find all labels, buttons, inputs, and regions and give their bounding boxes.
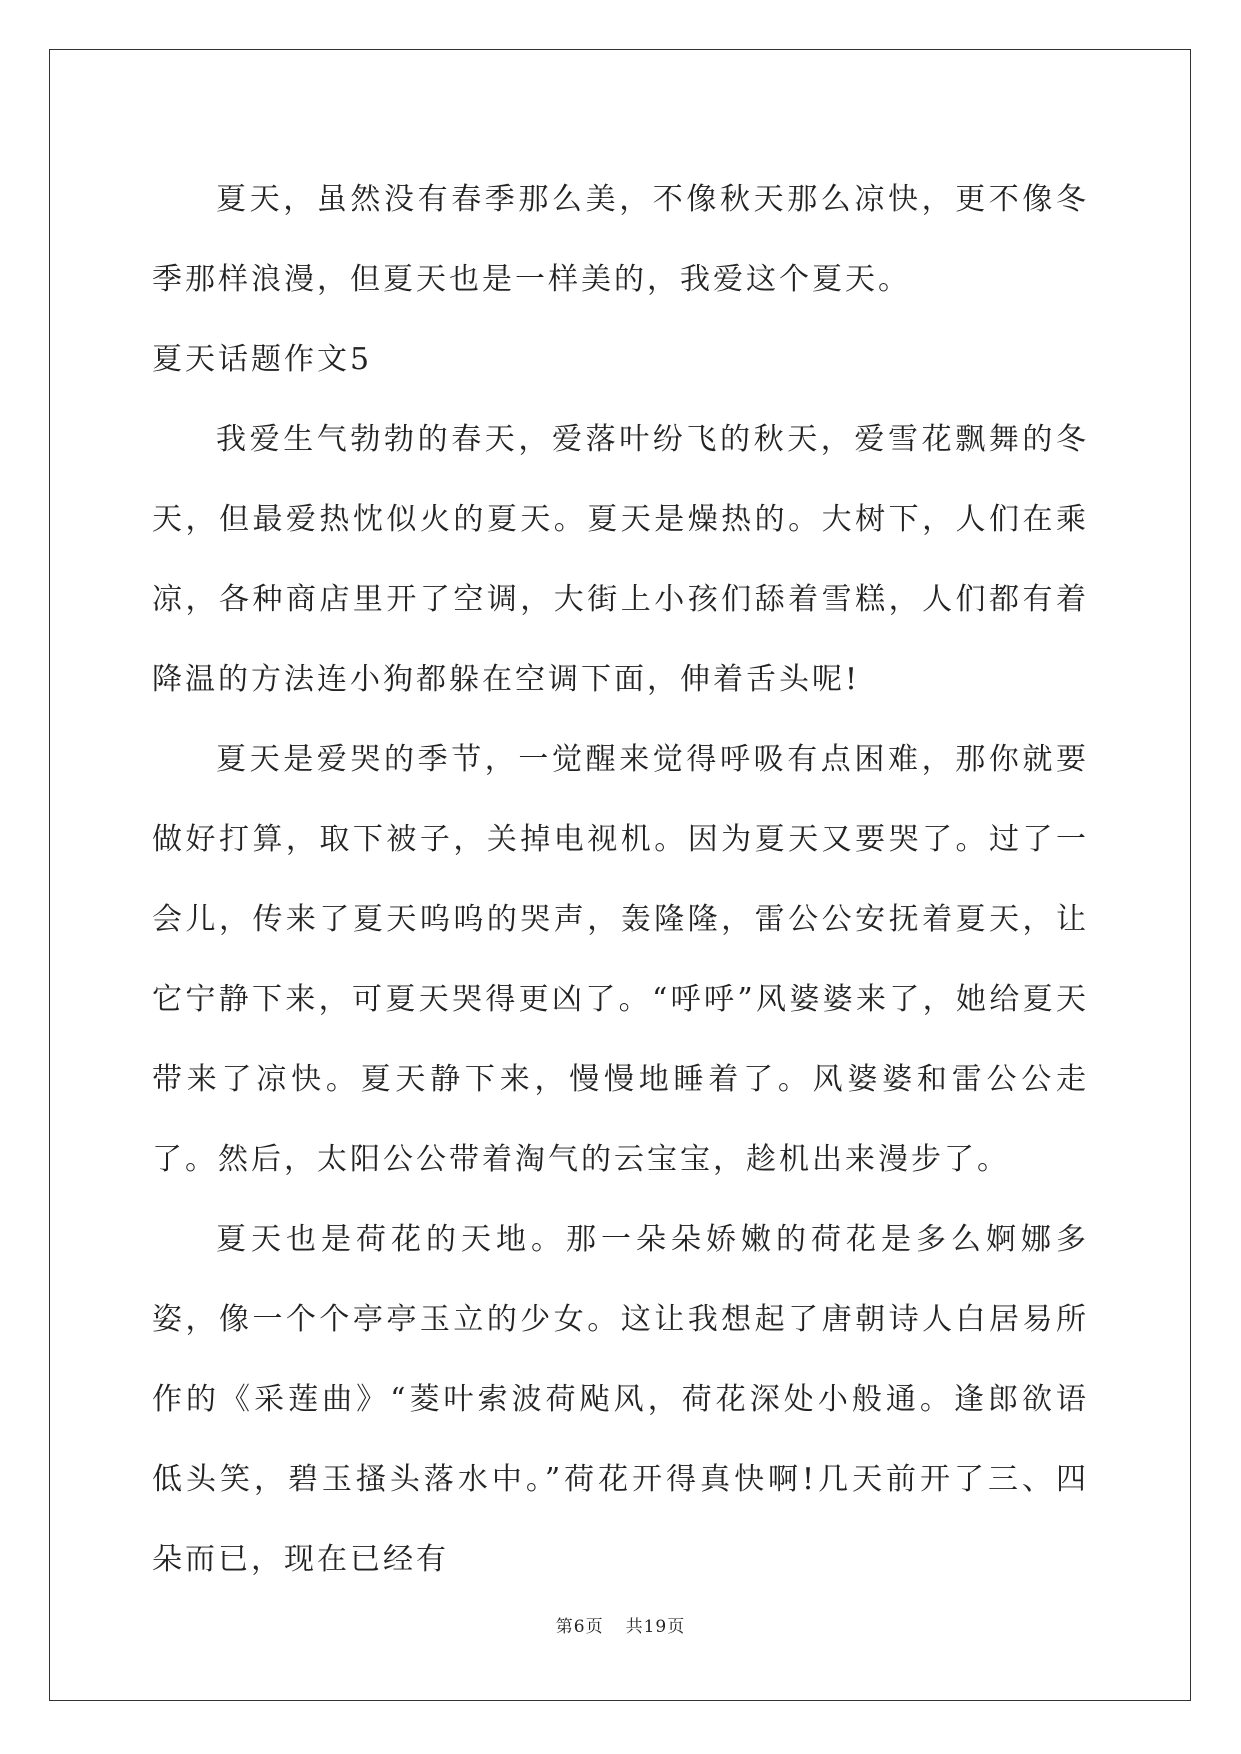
- paragraph-2: 夏天是爱哭的季节，一觉醒来觉得呼吸有点困难，那你就要做好打算，取下被子，关掉电视机。因为夏天又要哭了。过了一会儿，传来了夏天呜呜的哭声，轰隆隆，雷公公安抚着夏天，让它宁静下来，可夏天哭得更凶了。“呼呼”风婆婆来了，她给夏天带来了凉快。夏天静下来，慢慢地睡着了。风婆婆和雷公公走了。然后，太阳公公带着淘气的云宝宝，趁机出来漫步了。: [152, 742, 1089, 1177]
- page-total: 共19页: [625, 1617, 686, 1637]
- section-heading: 夏天话题作文5: [152, 342, 373, 377]
- paragraph-1: 我爱生气勃勃的春天，爱落叶纷飞的秋天，爱雪花飘舞的冬天，但最爱热忱似火的夏天。夏天是燥热的。大树下，人们在乘凉，各种商店里开了空调，大街上小孩们舔着雪糕，人们都有着降温的方法连小狗都躲在空调下面，伸着舌头呢!: [152, 422, 1089, 697]
- paragraph-intro: 夏天，虽然没有春季那么美，不像秋天那么凉快，更不像冬季那样浪漫，但夏天也是一样美的，我爱这个夏天。: [152, 182, 1089, 297]
- paragraph-3: 夏天也是荷花的天地。那一朵朵娇嫩的荷花是多么婀娜多姿，像一个个亭亭玉立的少女。这让我想起了唐朝诗人白居易所作的《采莲曲》“菱叶索波荷飐风，荷花深处小般通。逢郎欲语低头笑，碧玉搔头落水中。”荷花开得真快啊!几天前开了三、四朵而已，现在已经有: [152, 1222, 1089, 1577]
- page-number: 第6页: [555, 1617, 604, 1637]
- page-footer: [0, 1612, 1241, 1637]
- document-body: [152, 160, 1089, 1600]
